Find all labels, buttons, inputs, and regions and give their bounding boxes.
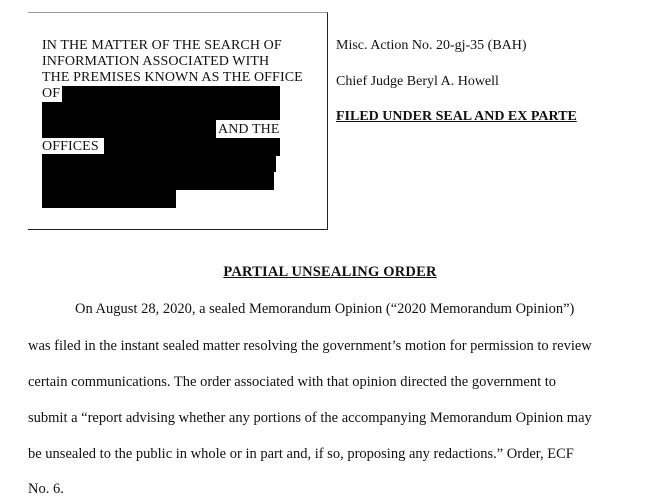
redaction-block-2 bbox=[42, 102, 280, 120]
redaction-block-3 bbox=[42, 120, 216, 138]
body-line-2: was filed in the instant sealed matter resolving the government’s motion for permission to review bbox=[28, 338, 592, 354]
filed-under-seal-notice: FILED UNDER SEAL AND EX PARTE bbox=[336, 109, 577, 124]
redaction-block-7 bbox=[42, 190, 176, 208]
body-line-3: certain communications. The order associated with that opinion directed the government to bbox=[28, 374, 557, 390]
caption-line-4: OF bbox=[42, 86, 61, 101]
body-line-5: be unsealed to the public in whole or in part and, if so, proposing any redactions.” Order, ECF bbox=[28, 446, 574, 462]
misc-action-number: Misc. Action No. 20-gj-35 (BAH) bbox=[336, 38, 527, 53]
redaction-block-5 bbox=[42, 154, 276, 172]
redaction-block-1 bbox=[62, 86, 280, 102]
caption-line-3: THE PREMISES KNOWN AS THE OFFICE bbox=[42, 70, 303, 85]
body-line-1: On August 28, 2020, a sealed Memorandum Opinion (“2020 Memorandum Opinion”) bbox=[75, 301, 575, 317]
redaction-block-6 bbox=[42, 172, 274, 190]
caption-line-1: IN THE MATTER OF THE SEARCH OF bbox=[42, 38, 282, 53]
caption-and-the: AND THE bbox=[218, 122, 280, 137]
body-line-4: submit a “report advising whether any portions of the accompanying Memorandum Opinion may bbox=[28, 410, 592, 426]
order-title: PARTIAL UNSEALING ORDER bbox=[223, 264, 437, 280]
judge-name: Chief Judge Beryl A. Howell bbox=[336, 74, 499, 89]
caption-line-2: INFORMATION ASSOCIATED WITH bbox=[42, 54, 270, 69]
body-line-6: No. 6. bbox=[28, 481, 64, 497]
caption-offices: OFFICES bbox=[42, 139, 99, 154]
